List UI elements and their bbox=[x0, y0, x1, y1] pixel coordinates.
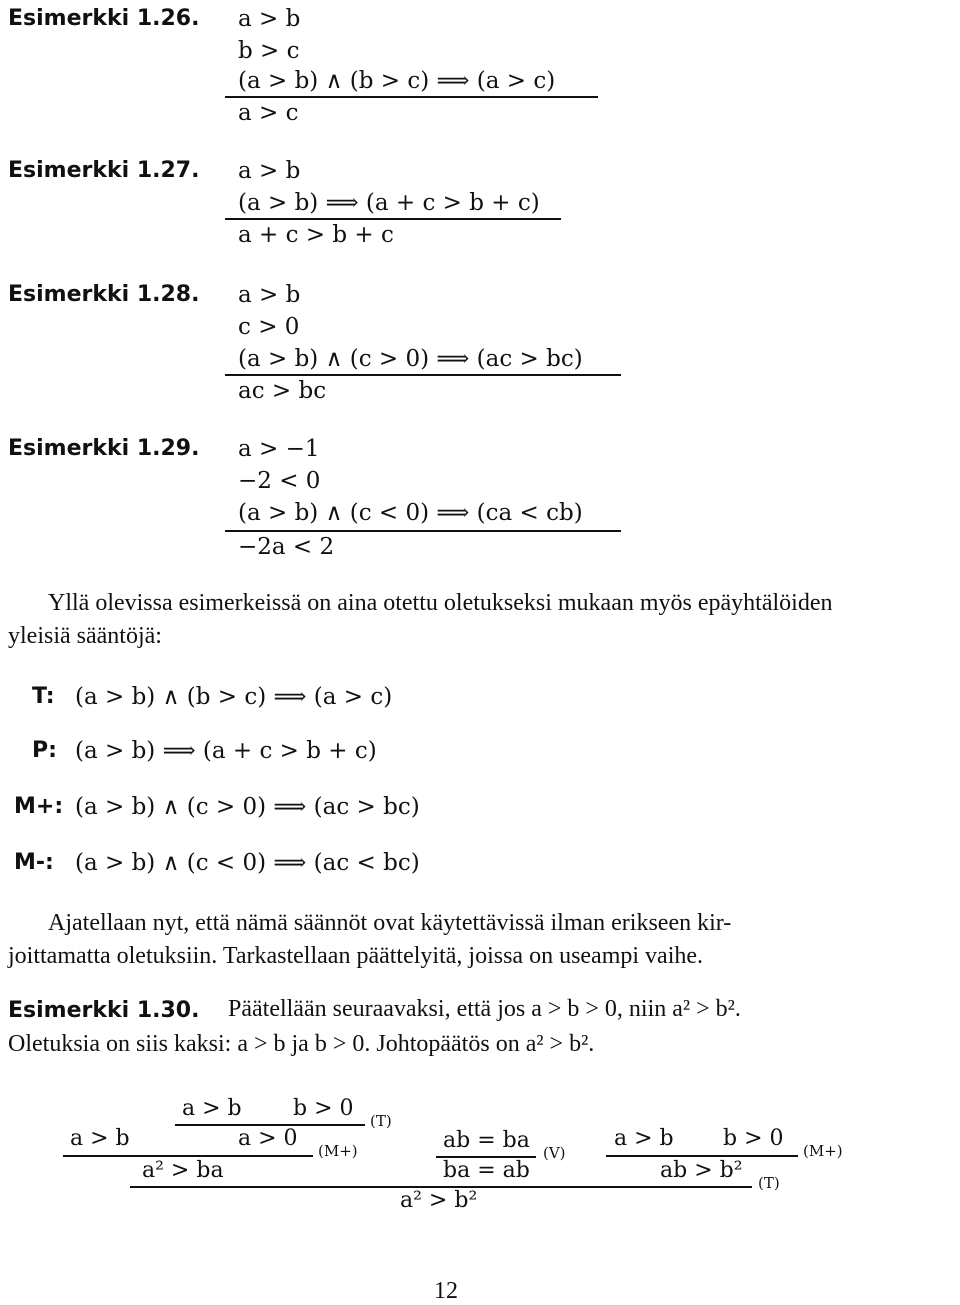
rule-tag: (T) bbox=[758, 1174, 780, 1192]
paragraph-line: yleisiä sääntöjä: bbox=[8, 623, 162, 649]
inference-line bbox=[225, 96, 598, 98]
rule-tag: (M+) bbox=[803, 1142, 843, 1160]
rule-tag: (M+) bbox=[318, 1142, 358, 1160]
proof-node: b > 0 bbox=[723, 1126, 784, 1151]
paragraph-line: Ajatellaan nyt, että nämä säännöt ovat käytettävissä ilman erikseen kir- bbox=[48, 910, 732, 936]
conclusion: a + c > b + c bbox=[238, 222, 394, 248]
proof-node: b > 0 bbox=[293, 1096, 354, 1121]
proof-node: a > b bbox=[614, 1126, 674, 1151]
example-text: Päätellään seuraavaksi, että jos a > b > 0, niin a² > b². bbox=[228, 996, 741, 1022]
premise: a > b bbox=[238, 158, 301, 184]
rule-label-m-minus: M-: bbox=[14, 850, 54, 875]
rule-tag: (V) bbox=[543, 1144, 566, 1162]
example-label: Esimerkki 1.29. bbox=[8, 436, 200, 461]
premise: (a > b) ∧ (c > 0) ⟹ (ac > bc) bbox=[238, 346, 583, 372]
proof-node: a > b bbox=[182, 1096, 242, 1121]
rule-formula-t: (a > b) ∧ (b > c) ⟹ (a > c) bbox=[75, 684, 393, 710]
premise: a > b bbox=[238, 282, 301, 308]
premise: −2 < 0 bbox=[238, 468, 321, 494]
premise: (a > b) ∧ (c < 0) ⟹ (ca < cb) bbox=[238, 500, 583, 526]
conclusion: ac > bc bbox=[238, 378, 327, 404]
rule-label-m-plus: M+: bbox=[14, 794, 64, 819]
example-label: Esimerkki 1.30. bbox=[8, 998, 200, 1023]
proof-node: a² > ba bbox=[142, 1158, 224, 1183]
conclusion: −2a < 2 bbox=[238, 534, 335, 560]
inference-line bbox=[225, 530, 621, 532]
premise: a > b bbox=[238, 6, 301, 32]
inference-line bbox=[63, 1155, 313, 1157]
example-label: Esimerkki 1.28. bbox=[8, 282, 200, 307]
premise: a > −1 bbox=[238, 436, 320, 462]
example-label: Esimerkki 1.27. bbox=[8, 158, 200, 183]
proof-node: ab = ba bbox=[443, 1128, 530, 1153]
proof-node: ab > b² bbox=[660, 1158, 743, 1183]
premise: (a > b) ∧ (b > c) ⟹ (a > c) bbox=[238, 68, 556, 94]
paragraph-line: joittamatta oletuksiin. Tarkastellaan päättelyitä, joissa on useampi vaihe. bbox=[8, 943, 704, 969]
inference-line bbox=[225, 374, 621, 376]
proof-node: ba = ab bbox=[443, 1158, 530, 1183]
rule-formula-m-plus: (a > b) ∧ (c > 0) ⟹ (ac > bc) bbox=[75, 794, 420, 820]
proof-node: a > b bbox=[70, 1126, 130, 1151]
proof-node: a > 0 bbox=[238, 1126, 298, 1151]
example-text: Oletuksia on siis kaksi: a > b ja b > 0. Johtopäätös on a² > b². bbox=[8, 1031, 595, 1057]
rule-label-t: T: bbox=[32, 684, 55, 709]
inference-line bbox=[606, 1155, 798, 1157]
rule-label-p: P: bbox=[32, 738, 57, 763]
paragraph-line: Yllä olevissa esimerkeissä on aina otettu oletukseksi mukaan myös epäyhtälöiden bbox=[48, 590, 833, 616]
conclusion: a > c bbox=[238, 100, 299, 126]
rule-formula-m-minus: (a > b) ∧ (c < 0) ⟹ (ac < bc) bbox=[75, 850, 420, 876]
proof-node: a² > b² bbox=[400, 1188, 478, 1213]
premise: c > 0 bbox=[238, 314, 300, 340]
rule-tag: (T) bbox=[370, 1112, 392, 1130]
premise: (a > b) ⟹ (a + c > b + c) bbox=[238, 190, 540, 216]
example-label: Esimerkki 1.26. bbox=[8, 6, 200, 31]
page-number: 12 bbox=[434, 1278, 458, 1304]
inference-line bbox=[225, 218, 561, 220]
premise: b > c bbox=[238, 38, 300, 64]
rule-formula-p: (a > b) ⟹ (a + c > b + c) bbox=[75, 738, 377, 764]
